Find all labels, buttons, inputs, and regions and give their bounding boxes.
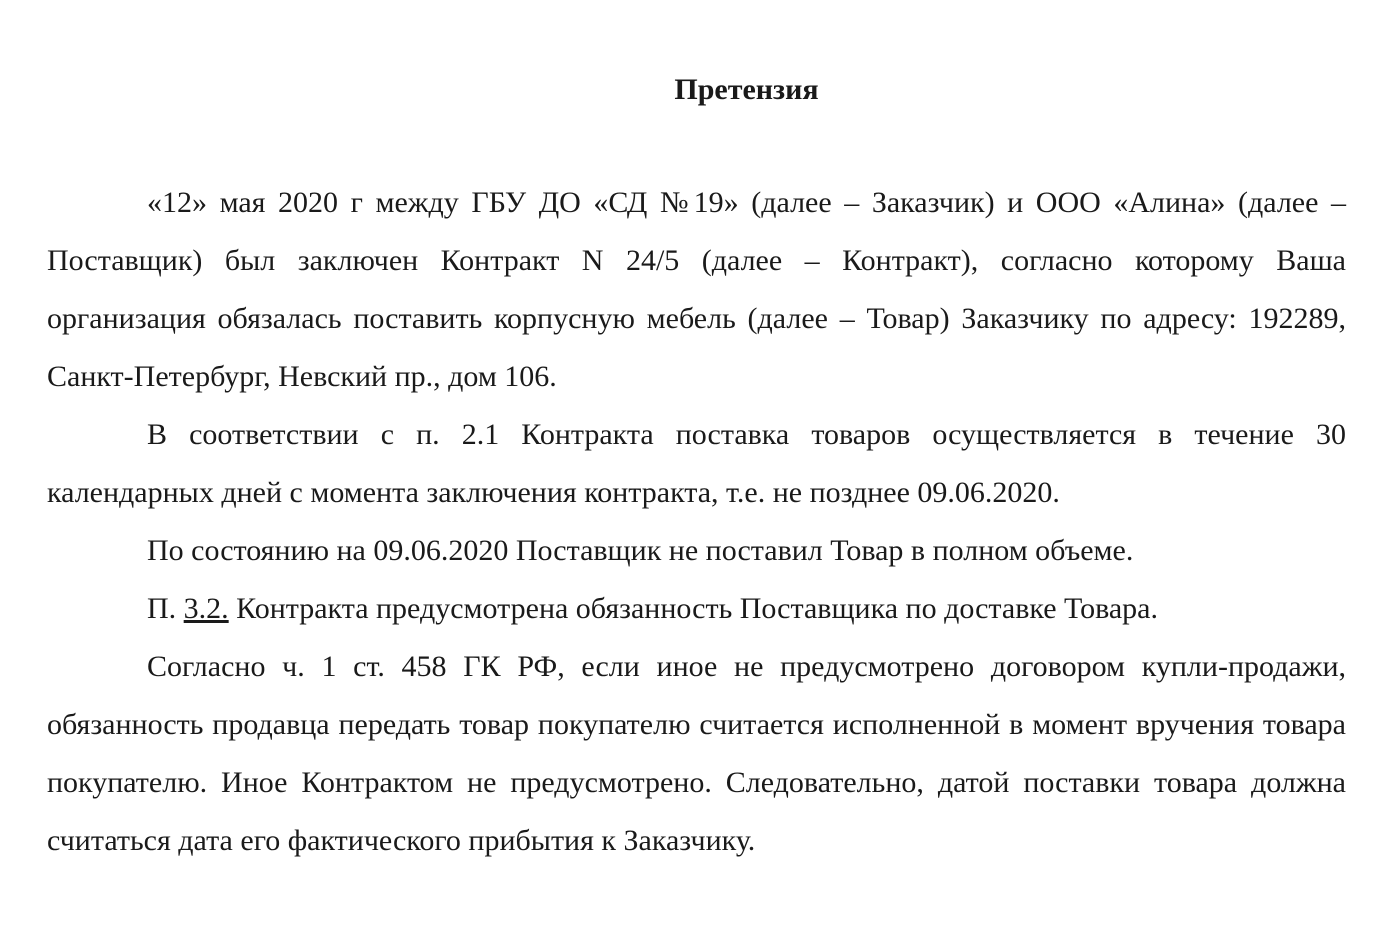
paragraph-status: По состоянию на 09.06.2020 Поставщик не поставил Товар в полном объеме.: [147, 534, 1134, 567]
clause-prefix: П.: [147, 592, 184, 625]
document-page: [47, 0, 1346, 932]
clause-text: Контракта предусмотрена обязанность Поставщика по доставке Товара.: [228, 592, 1158, 625]
paragraph-contract-info: «12» мая 2020 г между ГБУ ДО «СД №19» (далее – Заказчик) и ООО «Алина» (далее – Поставщик) был заключен Контракт N 24/5 (далее – Контракт), согласно которому Ваша организация обязалась поставить корпусную мебель (далее – Товар) Заказчику по адресу: 192289, Санкт-Петербург, Невский пр., дом 106.: [47, 186, 1346, 393]
paragraph-delivery-terms: В соответствии с п. 2.1 Контракта поставка товаров осуществляется в течение 30 календарных дней с момента заключения контракта, т.е. не позднее 09.06.2020.: [47, 418, 1346, 509]
paragraph-clause-reference: [47, 580, 1346, 638]
document-body: [47, 174, 1346, 870]
clause-link[interactable]: 3.2.: [183, 592, 229, 625]
document-title: Претензия: [674, 73, 819, 106]
paragraph-legal-basis: Согласно ч. 1 ст. 458 ГК РФ, если иное не предусмотрено договором купли-продажи, обязанность продавца передать товар покупателю считается исполненной в момент вручения товара покупателю. Иное Контрактом не предусмотрено. Следовательно, датой поставки товара должна считаться дата его фактического прибытия к Заказчику.: [47, 650, 1346, 857]
